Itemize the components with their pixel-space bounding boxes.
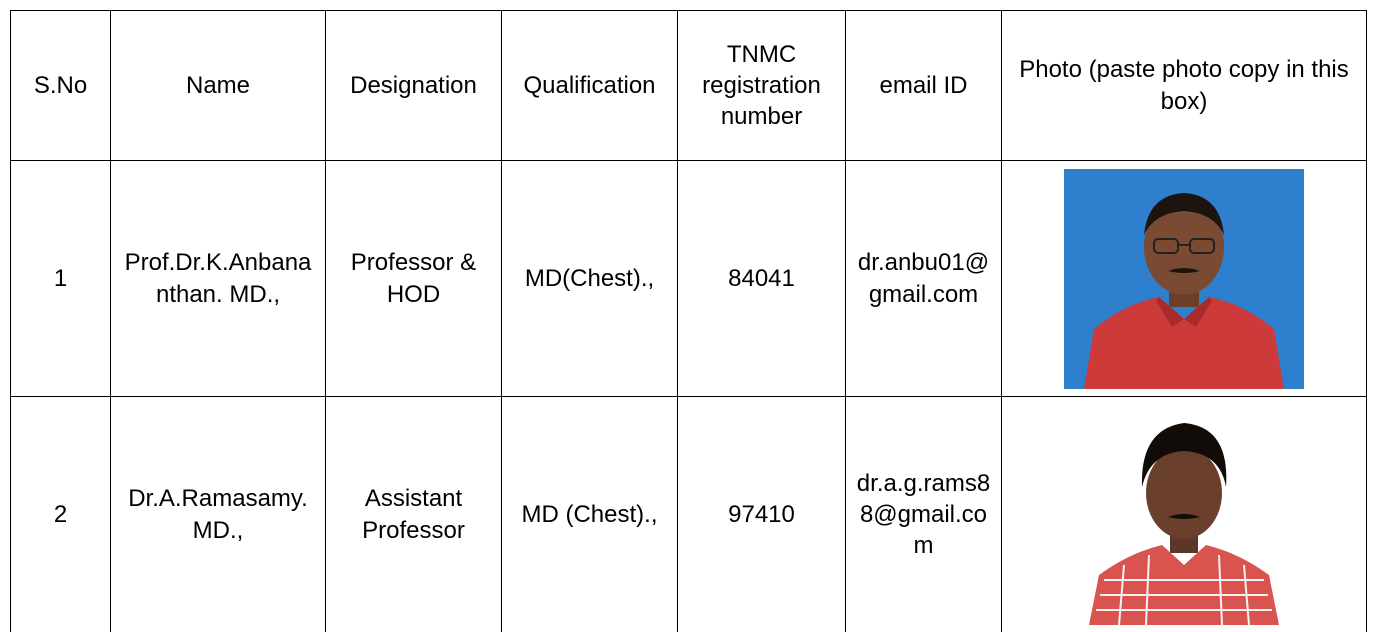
profile-photo bbox=[1064, 169, 1304, 389]
header-email: email ID bbox=[846, 11, 1002, 161]
cell-email: dr.a.g.rams88@gmail.com bbox=[846, 397, 1002, 632]
header-qualification: Qualification bbox=[502, 11, 678, 161]
cell-designation: Professor & HOD bbox=[326, 161, 502, 397]
cell-name: Dr.A.Ramasamy. MD., bbox=[111, 397, 326, 632]
profile-photo bbox=[1064, 405, 1304, 625]
person-photo-icon bbox=[1064, 169, 1304, 389]
header-name: Name bbox=[111, 11, 326, 161]
cell-sno: 1 bbox=[11, 161, 111, 397]
cell-designation: Assistant Professor bbox=[326, 397, 502, 632]
cell-name: Prof.Dr.K.Anbananthan. MD., bbox=[111, 161, 326, 397]
cell-tnmc: 84041 bbox=[678, 161, 846, 397]
cell-email: dr.anbu01@gmail.com bbox=[846, 161, 1002, 397]
person-photo-icon bbox=[1064, 405, 1304, 625]
header-designation: Designation bbox=[326, 11, 502, 161]
staff-table bbox=[10, 10, 1367, 632]
cell-photo bbox=[1002, 161, 1367, 397]
cell-tnmc: 97410 bbox=[678, 397, 846, 632]
cell-photo bbox=[1002, 397, 1367, 632]
cell-qualification: MD(Chest)., bbox=[502, 161, 678, 397]
table-row bbox=[11, 397, 1367, 632]
cell-sno: 2 bbox=[11, 397, 111, 632]
table-row bbox=[11, 161, 1367, 397]
header-sno: S.No bbox=[11, 11, 111, 161]
header-tnmc: TNMC registration number bbox=[678, 11, 846, 161]
header-photo: Photo (paste photo copy in this box) bbox=[1002, 11, 1367, 161]
header-row bbox=[11, 11, 1367, 161]
cell-qualification: MD (Chest)., bbox=[502, 397, 678, 632]
